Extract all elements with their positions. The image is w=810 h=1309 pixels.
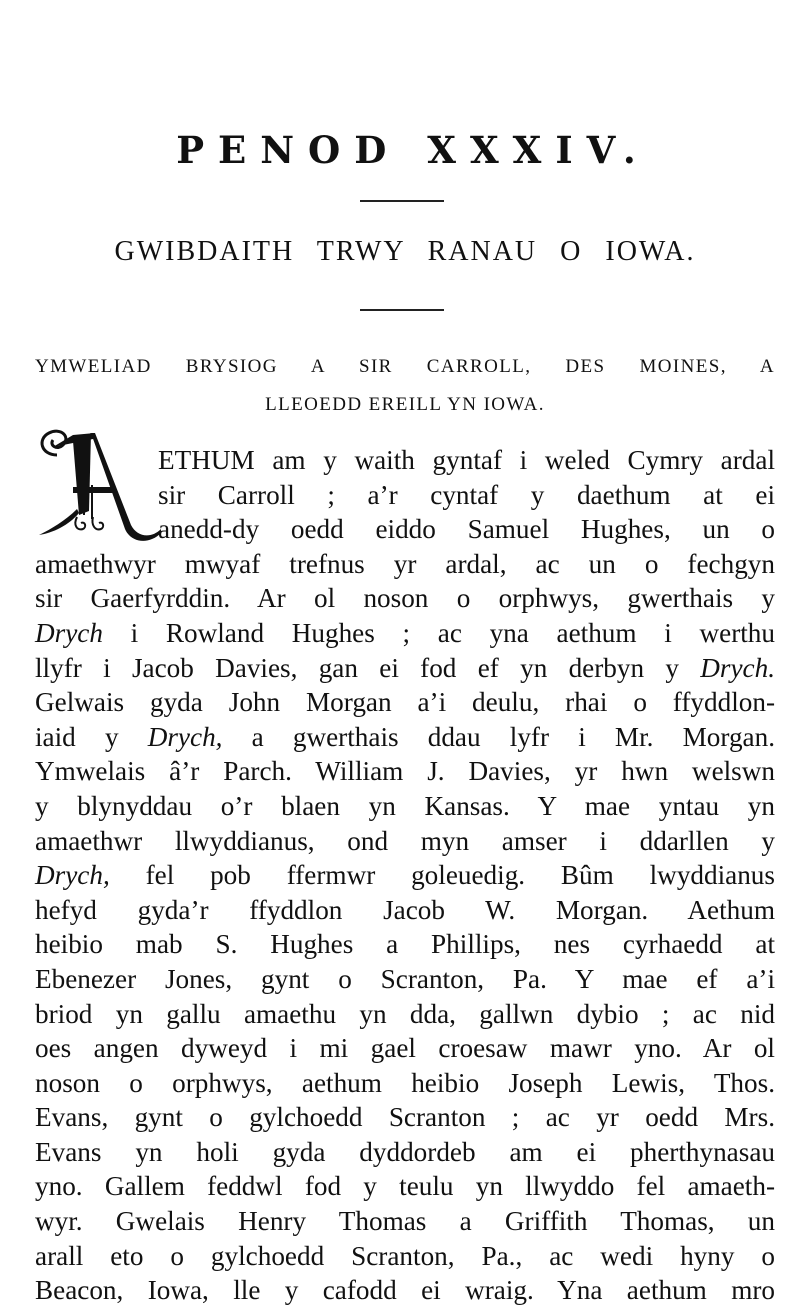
text-line: Ebenezer Jones, gynt o Scranton, Pa. Y mae ef a’i	[35, 963, 775, 994]
text-line: amaethwr llwyddianus, ond myn amser i ddarllen y	[35, 825, 775, 856]
text-segment: iaid y	[35, 721, 148, 752]
drop-cap-letter: A	[33, 425, 34, 426]
italic-title: Drych,	[147, 721, 223, 752]
italic-title: Drych,	[35, 860, 110, 891]
text-line: Beacon, Iowa, lle y cafodd ei wraig. Yna aethum mro	[35, 1275, 775, 1306]
text-segment: a gwerthais ddau lyfr i Mr. Morgan.	[222, 721, 775, 752]
summary-line: LLEOEDD EREILL YN IOWA.	[265, 394, 545, 415]
text-line	[35, 858, 775, 893]
text-line	[35, 616, 775, 651]
text-line	[35, 651, 775, 686]
text-line: y blynyddau o’r blaen yn Kansas. Y mae yntau yn	[35, 790, 775, 821]
text-line: sir Gaerfyrddin. Ar ol noson o orphwys, gwerthais y	[35, 583, 775, 614]
italic-title: Drych.	[700, 652, 775, 683]
text-line: amaethwyr mwyaf trefnus yr ardal, ac un o fechgyn	[35, 548, 775, 579]
subtitle-rule	[360, 309, 444, 311]
text-line: hefyd gyda’r ffyddlon Jacob W. Morgan. Aethum	[35, 894, 775, 925]
chapter-title: PENOD XXXIV.	[176, 128, 650, 172]
text-line: oes angen dyweyd i mi gael croesaw mawr yno. Ar ol	[35, 1033, 775, 1064]
text-line: sir Carroll ; a’r cyntaf y daethum at ei	[158, 479, 775, 510]
chapter-subtitle: GWIBDAITH TRWY RANAU O IOWA.	[114, 236, 696, 267]
italic-title: Drych	[35, 617, 103, 648]
text-line: Gelwais gyda John Morgan a’i deulu, rhai o ffyddlon-	[35, 687, 775, 718]
text-line: Ymwelais â’r Parch. William J. Davies, yr hwn welswn	[35, 756, 775, 787]
text-line: briod yn gallu amaethu yn dda, gallwn dybio ; ac nid	[35, 998, 775, 1029]
text-segment: llyfr i Jacob Davies, gan ei fod ef yn derbyn y	[35, 652, 701, 683]
summary-line: YMWELIAD BRYSIOG A SIR CARROLL, DES MOINES, A	[35, 356, 775, 377]
title-rule	[360, 200, 444, 202]
text-line: ETHUM am y waith gyntaf i weled Cymry ardal	[158, 445, 775, 475]
text-segment: fel pob ffermwr goleuedig. Bûm lwyddianus	[109, 860, 775, 891]
text-line: heibio mab S. Hughes a Phillips, nes cyrhaedd at	[35, 929, 775, 960]
text-line: Evans, gynt o gylchoedd Scranton ; ac yr oedd Mrs.	[35, 1102, 775, 1133]
text-line: yno. Gallem feddwl fod y teulu yn llwyddo fel amaeth-	[35, 1171, 775, 1202]
chapter-summary	[35, 348, 775, 424]
text-line: wyr. Gwelais Henry Thomas a Griffith Thomas, un	[35, 1206, 775, 1237]
text-line: anedd-dy oedd eiddo Samuel Hughes, un o	[158, 514, 775, 545]
text-line: noson o orphwys, aethum heibio Joseph Lewis, Thos.	[35, 1067, 775, 1098]
text-line: Evans yn holi gyda dyddordeb am ei pherthynasau	[35, 1136, 775, 1167]
text-segment: i Rowland Hughes ; ac yna aethum i werthu	[102, 617, 775, 648]
text-line	[35, 720, 775, 755]
text-line: arall eto o gylchoedd Scranton, Pa., ac wedi hyny o	[35, 1240, 775, 1271]
body-text	[35, 443, 775, 1308]
